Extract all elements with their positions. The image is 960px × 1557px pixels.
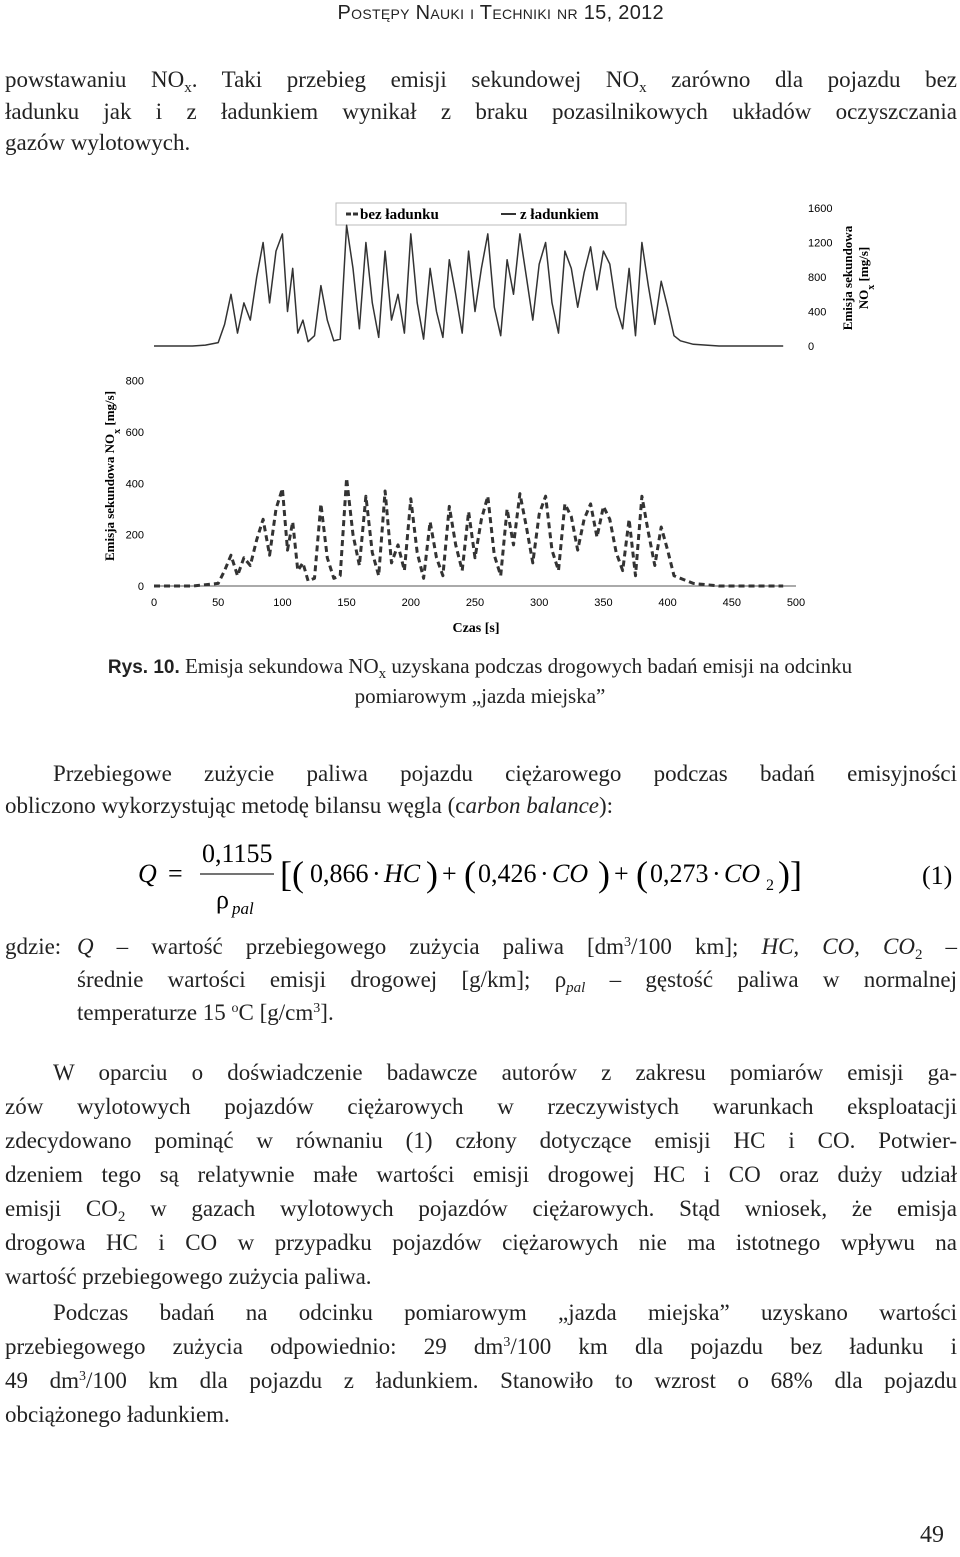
x-tick-label: 350 [594,597,613,609]
y-tick-label-bottom: 800 [125,375,144,388]
x-tick-label: 0 [150,597,158,609]
figure-number: Rys. 10. [107,657,180,678]
svg-text:·: · [712,859,721,888]
svg-text:2: 2 [766,877,774,894]
svg-text:(: ( [464,854,476,894]
intro-paragraph: powstawaniu $NO_x$. Taki przebieg emisji sekundowej $NO_x$ zarówno dla pojazdu bez ładunku jak i z ładunkiem wynikał z braku pozasilnikowych układów oczyszczania gazów wylotowych. [5,67,957,155]
x-tick-label: 400 [658,597,677,609]
svg-text:0,273: 0,273 [650,859,709,888]
svg-text:·: · [372,859,381,888]
legend-label-z: z ładunkiem [520,207,599,223]
y-tick-label-top: 400 [808,306,827,319]
x-tick-label: 100 [273,597,292,609]
y-tick-label-bottom: 400 [125,478,144,491]
svg-text:ρ: ρ [216,885,229,914]
svg-text:): ) [426,854,438,894]
svg-text:0,1155: 0,1155 [202,839,273,868]
x-tick-label: 50 [212,597,225,609]
svg-text:·: · [540,859,549,888]
bracket-close: )] [778,854,802,894]
svg-text:0,866: 0,866 [310,859,369,888]
y-axis-label-top-line2: $NO_x$ [mg/s] [856,246,876,310]
x-tick-label: 200 [401,597,420,609]
figure-caption: Rys. 10. Emisja sekundowa $NO_x$ uzyskana podczas drogowych badań emisji na odcinku pomiarowym „jazda miejska” [107,654,853,708]
svg-text:Q: Q [138,859,157,888]
x-tick-label: 300 [530,597,549,609]
x-axis-label: Czas [s] [452,621,500,636]
carbon-balance-paragraph: Przebiegowe zużycie paliwa pojazdu ciężarowego podczas badań emisyjności obliczono wykorzystując metodę bilansu węgla (carbon balance): [5,761,957,818]
y-axis-label-bottom: Emisja sekundowa $NO_x$ [mg/s] [102,390,123,562]
y-tick-label-top: 1200 [808,237,833,250]
y-tick-label-bottom: 0 [137,581,144,593]
y-tick-label-top: 0 [808,341,815,353]
series-line-bez-ladunku [154,478,783,586]
x-tick-label: 150 [337,597,356,609]
svg-text:CO: CO [552,859,589,888]
x-tick-label: 500 [786,597,806,609]
svg-text:+: + [614,859,629,888]
svg-text:HC: HC [384,859,421,888]
conclusion-paragraph: W oparciu o doświadczenie badawcze autorów z zakresu pomiarów emisji ga- zów wylotowych pojazdów ciężarowych w rzeczywistych warunkach eksploatacji zdecydowano pominąć w równaniu (1) człony dotyczące emisji HC i CO. Potwier- dzeniem tego są relatywnie małe wartości emisji drogowej HC i CO oraz duży udział emisji $CO_2$ w gazach wylotowych pojazdów ciężarowych. Stąd wniosek, że emisja drogowa HC i CO w przypadku pojazdów ciężarowych nie ma istotnego wpływu na wartość przebiegowego zużycia paliwa. [5,1060,958,1289]
svg-text:(: ( [636,854,648,894]
svg-text:CO: CO [724,859,761,888]
y-tick-label-bottom: 200 [125,529,144,542]
svg-text:=: = [168,859,183,888]
y-tick-label-top: 800 [808,272,827,284]
results-paragraph: Podczas badań na odcinku pomiarowym „jazda miejska” uzyskano wartości przebiegowego zużycia odpowiednio: 29 $dm^3/100$ km dla pojazdu bez ładunku i 49 $dm^3/100$ km dla pojazdu z ładunkiem. Stanowiło to wzrost o 68% dla pojazdu obciążonego ładunkiem. [5,1300,957,1427]
svg-text:): ) [598,854,610,894]
y-tick-label-bottom: 600 [125,427,144,439]
x-tick-label: 450 [722,597,741,609]
y-tick-label-top: 1600 [808,203,833,215]
y-axis-label-top-line1: Emisja sekundowa [840,225,855,331]
fuel-consumption-formula [130,834,958,924]
page-number: 49 [920,1522,944,1548]
equation-number: (1) [922,861,953,890]
svg-text:+: + [442,859,457,888]
svg-text:pal: pal [232,899,254,918]
series-line-z-ladunkiem [154,225,783,346]
running-header: Postępy Nauki i Techniki nr 15, 2012 [337,2,664,24]
symbol-definitions: gdzie: Q – wartość przebiegowego zużycia paliwa [$dm^3/100$ km]; HC, CO, $CO_2$ – średnie wartości emisji drogowej [g/km]; $\rho_{pal}$ – gęstość paliwa w normalnej temperaturze 15 $^o$C $[g/cm^3]$. [5,934,958,1025]
legend-label-bez: bez ładunku [360,207,439,223]
x-tick-label: 250 [465,597,485,609]
svg-text:0,426: 0,426 [478,859,537,888]
nox-emission-chart [96,200,876,640]
bracket-open: [( [280,854,304,894]
